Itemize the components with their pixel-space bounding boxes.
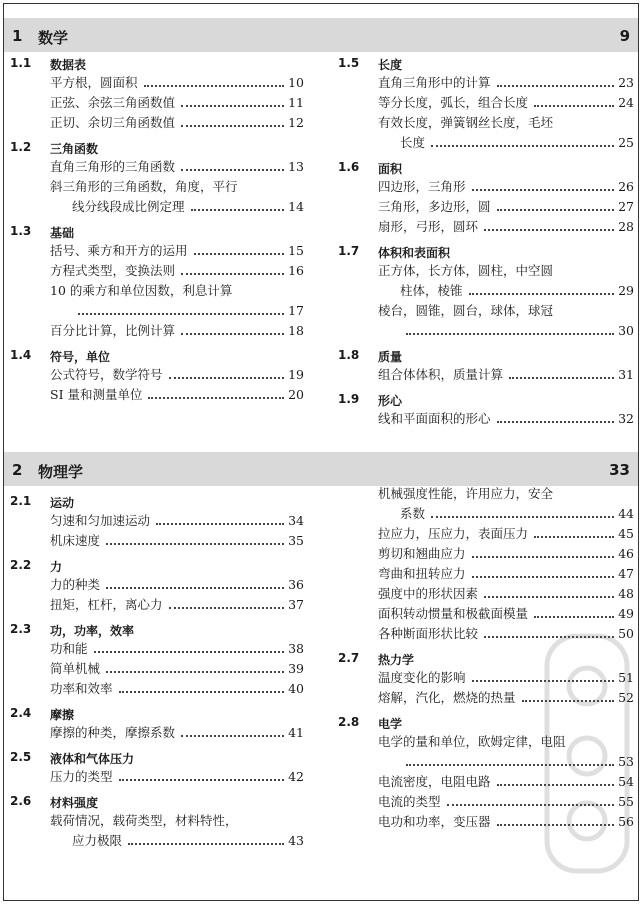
entry-text: 正方体，长方体，圆柱，中空圆 <box>378 263 554 278</box>
toc-entry <box>10 639 304 659</box>
leader-dots <box>156 523 284 525</box>
page-number: 11 <box>288 95 304 110</box>
entry-line <box>10 831 304 851</box>
section-heading <box>338 241 634 261</box>
page-number: 51 <box>618 670 634 685</box>
section-number: 1.8 <box>338 348 360 362</box>
section-title: 长度 <box>378 58 403 72</box>
page-number: 46 <box>618 546 634 561</box>
leader-dots <box>181 169 284 171</box>
toc-entry <box>10 511 304 531</box>
page-number: 28 <box>618 219 634 234</box>
entry-text: 电流密度，电阻电路 <box>378 774 491 789</box>
entry-line <box>338 524 634 544</box>
page-number: 26 <box>618 179 634 194</box>
leader-dots <box>472 556 614 558</box>
entry-line <box>10 531 304 551</box>
toc-entry <box>10 73 304 93</box>
section-number: 1.4 <box>10 348 32 362</box>
entry-text: 功率和效率 <box>50 681 113 696</box>
leader-dots <box>181 273 284 275</box>
entry-line <box>338 197 634 217</box>
entry-text: 拉应力，压应力，表面压力 <box>378 526 529 541</box>
leader-dots <box>534 536 614 538</box>
toc-entry <box>10 659 304 679</box>
section-number: 2.4 <box>10 706 32 720</box>
entry-text: 方程式类型，变换法则 <box>50 263 176 278</box>
page-number: 18 <box>288 323 304 338</box>
leader-dots <box>106 671 284 673</box>
entry-text: 剪切和翘曲应力 <box>378 546 466 561</box>
entry-text: 线分线段成比例定理 <box>72 199 185 214</box>
entry-text: 简单机械 <box>50 661 101 676</box>
entry-text: 熔解，汽化，燃烧的热量 <box>378 690 516 705</box>
section-number: 2.6 <box>10 794 32 808</box>
chapter-number: 1 <box>12 27 23 45</box>
section-heading <box>338 389 634 409</box>
page-number: 30 <box>618 323 634 338</box>
page-number: 19 <box>288 367 304 382</box>
toc-entry <box>338 544 634 564</box>
entry-text: 载荷情况，载荷类型，材料特性， <box>50 813 238 828</box>
section-title: 符号，单位 <box>50 350 111 364</box>
toc-entry <box>338 604 634 624</box>
entry-text: 面积转动惯量和极截面模量 <box>378 606 529 621</box>
chapter-2-header <box>4 452 638 486</box>
toc-entry <box>338 301 634 341</box>
leader-dots <box>484 596 614 598</box>
leader-dots <box>119 691 284 693</box>
entry-line <box>338 301 634 321</box>
entry-text: 直角三角形中的计算 <box>378 75 491 90</box>
entry-text: 百分比计算，比例计算 <box>50 323 176 338</box>
page-number: 44 <box>618 506 634 521</box>
leader-dots <box>181 333 284 335</box>
chapter-title: 数学 <box>38 29 69 47</box>
section-title: 功，功率，效率 <box>50 624 135 638</box>
section-number: 1.1 <box>10 56 32 70</box>
entry-line <box>338 177 634 197</box>
entry-line <box>10 301 304 321</box>
leader-dots <box>469 293 614 295</box>
page-number: 53 <box>618 754 634 769</box>
page-number: 10 <box>288 75 304 90</box>
section-title: 液体和气体压力 <box>50 752 135 766</box>
toc-entry <box>10 767 304 787</box>
section-number: 2.3 <box>10 622 32 636</box>
page-number: 39 <box>288 661 304 676</box>
section-title: 热力学 <box>378 653 415 667</box>
entry-text: 机械强度性能，许用应力，安全 <box>378 486 554 501</box>
entry-text: 扇形，弓形，圆环 <box>378 219 479 234</box>
entry-text: 力的种类 <box>50 577 101 592</box>
entry-text: 强度中的形状因素 <box>378 586 479 601</box>
toc-entry <box>338 93 634 113</box>
entry-text: 等分长度，弧长，组合长度 <box>378 95 529 110</box>
entry-text: 各种断面形状比较 <box>378 626 479 641</box>
entry-text: 扭矩，杠杆，离心力 <box>50 597 163 612</box>
section-title: 运动 <box>50 496 75 510</box>
section-title: 材料强度 <box>50 796 99 810</box>
entry-text: 有效长度，弹簧钢丝长度，毛坯 <box>378 115 554 130</box>
section-heading <box>10 491 304 511</box>
chapter-1-header <box>4 18 638 52</box>
entry-line <box>338 544 634 564</box>
entry-line <box>338 504 634 524</box>
entry-text: SI 量和测量单位 <box>50 387 143 402</box>
section-number: 1.2 <box>10 140 32 154</box>
entry-text: 机床速度 <box>50 533 101 548</box>
page-number: 32 <box>618 411 634 426</box>
toc-entry <box>338 409 634 429</box>
section-heading <box>10 221 304 241</box>
leader-dots <box>128 843 284 845</box>
page-number: 47 <box>618 566 634 581</box>
toc-entry <box>10 177 304 217</box>
entry-line <box>10 595 304 615</box>
entry-line <box>338 93 634 113</box>
leader-dots <box>497 421 614 423</box>
page-number: 43 <box>288 833 304 848</box>
leader-dots <box>191 209 284 211</box>
toc-entry <box>10 595 304 615</box>
page-number: 52 <box>618 690 634 705</box>
entry-line <box>10 261 304 281</box>
leader-dots <box>406 333 614 335</box>
seal-stamp-image <box>539 626 634 881</box>
chapter-number: 2 <box>12 461 23 479</box>
toc-entry <box>338 484 634 524</box>
entry-line <box>10 385 304 405</box>
page-number: 25 <box>618 135 634 150</box>
entry-line <box>338 321 634 341</box>
leader-dots <box>472 576 614 578</box>
page-number: 17 <box>288 303 304 318</box>
toc-entry <box>10 679 304 699</box>
section-heading <box>10 747 304 767</box>
entry-text: 三角形，多边形，圆 <box>378 199 491 214</box>
page-number: 48 <box>618 586 634 601</box>
toc-entry <box>10 575 304 595</box>
entry-line <box>338 133 634 153</box>
leader-dots <box>181 125 284 127</box>
toc-entry <box>338 564 634 584</box>
entry-line <box>10 659 304 679</box>
page-number: 15 <box>288 243 304 258</box>
toc-entry <box>10 321 304 341</box>
entry-line <box>338 281 634 301</box>
toc-entry <box>10 531 304 551</box>
toc-entry <box>10 385 304 405</box>
toc-entry <box>10 365 304 385</box>
leader-dots <box>119 779 284 781</box>
section-heading <box>10 703 304 723</box>
entry-line <box>10 767 304 787</box>
leader-dots <box>509 377 614 379</box>
entry-text: 棱台，圆锥，圆台，球体，球冠 <box>378 303 554 318</box>
chapter-page: 33 <box>609 461 630 479</box>
entry-text: 应力极限 <box>72 833 123 848</box>
section-gap <box>10 851 304 855</box>
entry-text: 长度 <box>400 135 426 150</box>
leader-dots <box>431 516 614 518</box>
entry-text: 系数 <box>400 506 426 521</box>
page-number: 12 <box>288 115 304 130</box>
page-number: 37 <box>288 597 304 612</box>
leader-dots <box>497 209 614 211</box>
entry-line <box>338 365 634 385</box>
entry-line <box>338 409 634 429</box>
page-number: 45 <box>618 526 634 541</box>
chapter-title: 物理学 <box>38 463 84 481</box>
entry-text: 柱体，棱锥 <box>400 283 463 298</box>
toc-entry <box>10 261 304 281</box>
leader-dots <box>484 229 614 231</box>
entry-text: 括号、乘方和开方的运用 <box>50 243 188 258</box>
entry-text: 温度变化的影响 <box>378 670 466 685</box>
entry-line <box>338 113 634 133</box>
section-title: 摩擦 <box>50 708 75 722</box>
section-title: 力 <box>50 560 63 574</box>
page-number: 40 <box>288 681 304 696</box>
entry-line <box>10 281 304 301</box>
page-number: 36 <box>288 577 304 592</box>
leader-dots <box>94 651 284 653</box>
leader-dots <box>78 313 284 315</box>
toc-entry <box>10 241 304 261</box>
entry-text: 功和能 <box>50 641 88 656</box>
toc-entry <box>338 524 634 544</box>
entry-text: 电流的类型 <box>378 794 441 809</box>
page-number: 23 <box>618 75 634 90</box>
page-number: 38 <box>288 641 304 656</box>
section-title: 体积和表面积 <box>378 246 451 260</box>
leader-dots <box>181 105 284 107</box>
section-gap <box>10 405 304 409</box>
entry-text: 公式符号，数学符号 <box>50 367 163 382</box>
entry-line <box>338 604 634 624</box>
page-number: 20 <box>288 387 304 402</box>
section-number: 1.7 <box>338 244 360 258</box>
entry-line <box>338 564 634 584</box>
section-title: 质量 <box>378 350 403 364</box>
entry-text: 匀速和匀加速运动 <box>50 513 151 528</box>
chapter-page: 9 <box>619 27 630 45</box>
section-number: 2.5 <box>10 750 32 764</box>
leader-dots <box>534 105 614 107</box>
page-number: 34 <box>288 513 304 528</box>
page-number: 35 <box>288 533 304 548</box>
toc-entry <box>338 261 634 301</box>
section-number: 1.6 <box>338 160 360 174</box>
page-number: 50 <box>618 626 634 641</box>
section-heading <box>10 345 304 365</box>
entry-line <box>338 584 634 604</box>
entry-line <box>10 321 304 341</box>
entry-line <box>10 113 304 133</box>
section-title: 三角函数 <box>50 142 99 156</box>
entry-line <box>10 639 304 659</box>
page-number: 16 <box>288 263 304 278</box>
entry-text: 组合体体积，质量计算 <box>378 367 504 382</box>
leader-dots <box>534 616 614 618</box>
toc-page <box>3 3 639 901</box>
section-number: 1.3 <box>10 224 32 238</box>
leader-dots <box>106 587 284 589</box>
toc-entry <box>10 811 304 851</box>
leader-dots <box>431 145 614 147</box>
entry-line <box>10 575 304 595</box>
leader-dots <box>472 189 614 191</box>
leader-dots <box>181 735 284 737</box>
entry-line <box>10 511 304 531</box>
page-number: 27 <box>618 199 634 214</box>
entry-text: 平方根，圆面积 <box>50 75 138 90</box>
page-number: 31 <box>618 367 634 382</box>
entry-text: 弯曲和扭转应力 <box>378 566 466 581</box>
toc-entry <box>10 281 304 321</box>
page-number: 24 <box>618 95 634 110</box>
entry-text: 10 的乘方和单位因数，利息计算 <box>50 283 233 298</box>
entry-text: 正切、余切三角函数值 <box>50 115 176 130</box>
section-title: 数据表 <box>50 58 87 72</box>
leader-dots <box>144 85 284 87</box>
page-number: 13 <box>288 159 304 174</box>
section-heading <box>10 555 304 575</box>
entry-line <box>10 157 304 177</box>
entry-line <box>338 261 634 281</box>
toc-entry <box>10 723 304 743</box>
section-title: 面积 <box>378 162 403 176</box>
section-heading <box>10 619 304 639</box>
entry-line <box>10 811 304 831</box>
entry-text: 摩擦的种类，摩擦系数 <box>50 725 176 740</box>
section-heading <box>338 157 634 177</box>
entry-line <box>338 217 634 237</box>
page-number: 29 <box>618 283 634 298</box>
entry-line <box>10 365 304 385</box>
section-number: 2.1 <box>10 494 32 508</box>
entry-line <box>10 679 304 699</box>
entry-text: 电学的量和单位，欧姆定律，电阻 <box>378 734 566 749</box>
entry-text: 四边形，三角形 <box>378 179 466 194</box>
page-number: 42 <box>288 769 304 784</box>
page-number: 55 <box>618 794 634 809</box>
section-title: 形心 <box>378 394 403 408</box>
entry-text: 正弦、余弦三角函数值 <box>50 95 176 110</box>
leader-dots <box>106 543 284 545</box>
entry-line <box>10 93 304 113</box>
chapter-1-left-column <box>10 53 304 409</box>
page-number: 41 <box>288 725 304 740</box>
leader-dots <box>148 397 284 399</box>
toc-entry <box>338 217 634 237</box>
toc-entry <box>338 73 634 93</box>
section-heading <box>338 53 634 73</box>
section-heading <box>10 53 304 73</box>
leader-dots <box>169 377 284 379</box>
toc-entry <box>10 157 304 177</box>
toc-entry <box>338 177 634 197</box>
section-title: 电学 <box>378 717 403 731</box>
entry-line <box>10 73 304 93</box>
entry-line <box>338 484 634 504</box>
page-number: 56 <box>618 814 634 829</box>
entry-line <box>10 241 304 261</box>
section-number: 1.5 <box>338 56 360 70</box>
entry-line <box>10 723 304 743</box>
section-gap <box>338 429 634 433</box>
leader-dots <box>194 253 284 255</box>
entry-text: 电功和功率，变压器 <box>378 814 491 829</box>
section-title: 基础 <box>50 226 75 240</box>
section-number: 2.7 <box>338 651 360 665</box>
chapter-2-left-column <box>10 491 304 855</box>
entry-text: 线和平面面积的形心 <box>378 411 491 426</box>
page-number: 49 <box>618 606 634 621</box>
leader-dots <box>169 607 284 609</box>
chapter-1-right-column <box>338 53 634 433</box>
toc-entry <box>338 197 634 217</box>
section-heading <box>10 137 304 157</box>
entry-line <box>10 197 304 217</box>
section-heading <box>10 791 304 811</box>
section-number: 2.8 <box>338 715 360 729</box>
toc-entry <box>338 113 634 153</box>
toc-entry <box>10 93 304 113</box>
entry-line <box>338 73 634 93</box>
toc-entry <box>10 113 304 133</box>
page-number: 14 <box>288 199 304 214</box>
section-number: 1.9 <box>338 392 360 406</box>
entry-text: 压力的类型 <box>50 769 113 784</box>
entry-text: 斜三角形的三角函数，角度，平行 <box>50 179 238 194</box>
section-number: 2.2 <box>10 558 32 572</box>
entry-line <box>10 177 304 197</box>
toc-entry <box>338 584 634 604</box>
toc-entry <box>338 365 634 385</box>
entry-text: 直角三角形的三角函数 <box>50 159 176 174</box>
page-number: 54 <box>618 774 634 789</box>
leader-dots <box>497 85 614 87</box>
section-heading <box>338 345 634 365</box>
